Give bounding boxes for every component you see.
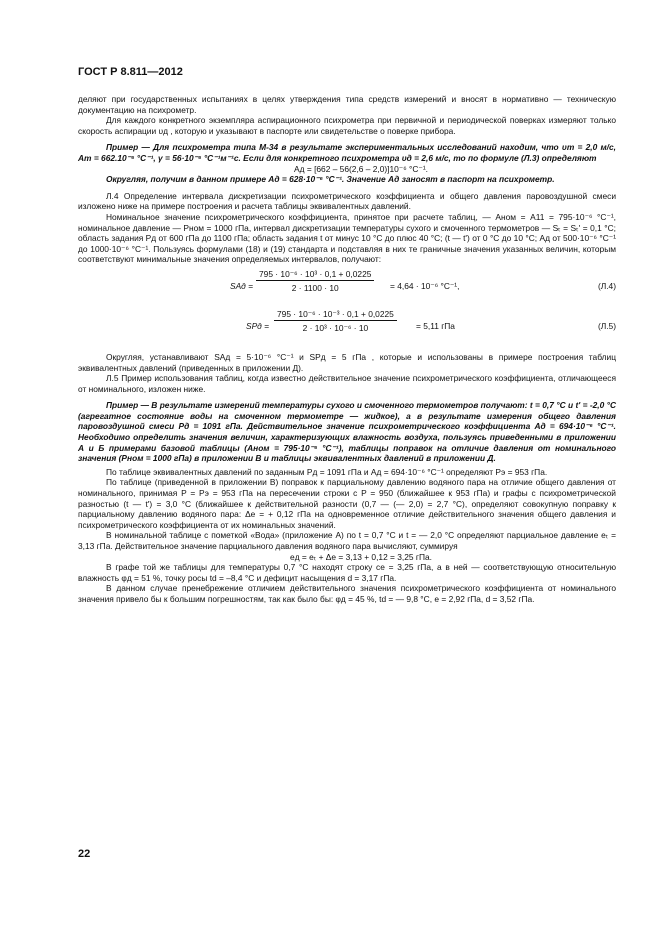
paragraph: По таблице эквивалентных давлений по заданным Pд = 1091 гПа и Aд = 694·10⁻⁶ °С⁻¹ определяют Pэ = 953 гПа. [106, 466, 548, 477]
document-header: ГОСТ Р 8.811—2012 [78, 66, 183, 78]
formula-label: (Л.4) [597, 280, 616, 291]
paragraph: В графе той же таблицы для температуры 0,7 °С находят строку сe = 3,25 гПа, а в ней — соответствующую относительную влажность φд = 51 %, точку росы td = –8,4 °С и дефицит насыщения d = 3,17 гПа. [78, 562, 616, 583]
example-paragraph: Округляя, получим в данном примере Aд = 628·10⁻⁶ °С⁻¹. Значение Aд заносят в паспорт на психрометр. [106, 174, 555, 185]
formula-lhs: SAд = [230, 280, 254, 291]
equation-ad: Aд = [662 – 56(2,6 – 2,0)]10⁻⁶ °С⁻¹. [294, 163, 428, 174]
formula-fraction [256, 269, 374, 293]
paragraph: Номинальное значение психрометрического коэффициента, принятое при расчете таблиц, — Aном = A11 = 795·10⁻⁶ °С⁻¹, номинальное давление — Pном = 1000 гПа, интервал дискретизации температуры сухого и смоченного термометров — Sₜ = Sₜ' = 0,1 °С; область задания Pд от 600 гПа до 1100 гПа; область задания t от минус 10 °С до плюс 40 °С; (t — t') от 0 °С до 10 °С; Aд от 500·10⁻⁶ °С⁻¹ до 1000·10⁻⁶ °С⁻¹. Пользуясь формулами (18) и (19) стандарта и подставляя в них те граничные значения указанных величин, которым соответствуют минимальные значения определяемых интервалов, получают: [78, 211, 616, 265]
formula-numerator: 795 · 10⁻⁶ · 10³ · 0,1 + 0,0225 [256, 269, 374, 281]
equation-ed: eд = eₜ + Δe = 3,13 + 0,12 = 3,25 гПа. [290, 551, 432, 562]
formula-l4 [78, 269, 616, 305]
page-content [78, 94, 616, 605]
paragraph: По таблице (приведенной в приложении В) поправок к парциальному давлению водяного пара на отличие общего давления от номинального, принимая P = Pэ = 953 гПа на пересечении строки с P = 950 (ближайшее к 953 гПа) и графы с психрометрической разностью (t — t') = 3,0 °С (ближайшее к действительной разности (0,7 — (— 2,0) = 2,7 °С), определяют совокупную поправку к парциальному давлению водяного пара: Δe = + 0,12 гПа на одновременное отличие действительного значения общего давления и психрометрического коэффициента от их номинальных значений. [78, 477, 616, 530]
formula-fraction [274, 309, 397, 333]
formula-rhs: = 4,64 · 10⁻⁶ °С⁻¹, [390, 280, 460, 291]
formula-denominator: 2 · 10³ · 10⁻⁶ · 10 [302, 322, 369, 333]
formula-rhs: = 5,11 гПа [416, 320, 455, 331]
paragraph: В номинальной таблице с пометкой «Вода» (приложение А) по t = 0,7 °С и t = — 2,0 °С определяют парциальное давление eₜ = 3,13 гПа. Действительное значение парциального давления водяного пара вычисляют, суммируя [78, 530, 616, 551]
section-l5: Л.5 Пример использования таблиц, когда известно действительное значение психрометрического коэффициента, отличающееся от номинального, изложен ниже. [78, 373, 616, 394]
formula-numerator: 795 · 10⁻⁶ · 10⁻³ · 0,1 + 0,0225 [274, 309, 397, 321]
section-l4: Л.4 Определение интервала дискретизации психрометрического коэффициента и общего давления паровоздушной смеси изложено ниже на примере построения и расчета таблицы эквивалентных давлений. [78, 190, 616, 212]
formula-l5 [78, 309, 616, 345]
example-paragraph: Пример — Для психрометра типа М-34 в результате экспериментальных исследований находим, что υт = 2,0 м/с, Aт = 662.10⁻⁶ °С⁻¹, γ = 56·10⁻⁶ °С⁻¹м⁻¹с. Если для конкретного психрометра υд = 2,6 м/с, то по формуле (Л.3) определяют [78, 142, 616, 163]
example-paragraph: Пример — В результате измерений температуры сухого и смоченного термометров получают: t = 0,7 °С и t' = -2,0 °С (агрегатное состояние воды на смоченном термометре — жидкое), а в результате измерения общего давления паровоздушной смеси Pд = 1091 гПа. Действительное значение психрометрического коэффициента Aд = 694·10⁻⁶ °С⁻¹. Необходимо определить значения величин, характеризующих влажность воздуха, пользуясь приведенными в приложении А и Б примерами базовой таблицы (Aном = 795·10⁻⁶ °С⁻¹), таблицы поправок на отличие давления от номинального значения (Pном = 1000 гПа) в приложении В и таблицы эквивалентных давлений в приложении Д. [78, 400, 616, 464]
page-number: 22 [78, 848, 91, 860]
formula-denominator: 2 · 1100 · 10 [291, 282, 339, 293]
paragraph: Округляя, устанавливают SAд = 5·10⁻⁶ °С⁻¹ и SPд = 5 гПа , которые и использованы в примере построения таблиц эквивалентных давлений (приведенных в приложении Д). [78, 351, 616, 373]
formula-lhs: SPд = [246, 320, 270, 331]
formula-label: (Л.5) [597, 320, 616, 331]
paragraph: Для каждого конкретного экземпляра аспирационного психрометра при первичной и периодической поверках измеряют только скорость аспирации υд , которую и указывают в паспорте или свидетельстве о поверке прибора. [78, 115, 616, 136]
paragraph: В данном случае пренебрежение отличием действительного значения психрометрического коэффициента от номинального значения привело бы к большим погрешностям, так как было бы: φд = 45 %, td = — 9,8 °С, e = 2,92 гПа, d = 3,52 гПа. [78, 583, 616, 604]
paragraph: деляют при государственных испытаниях в целях утверждения типа средств измерений и вносят в нормативно — техническую документацию на психрометр. [78, 94, 616, 115]
